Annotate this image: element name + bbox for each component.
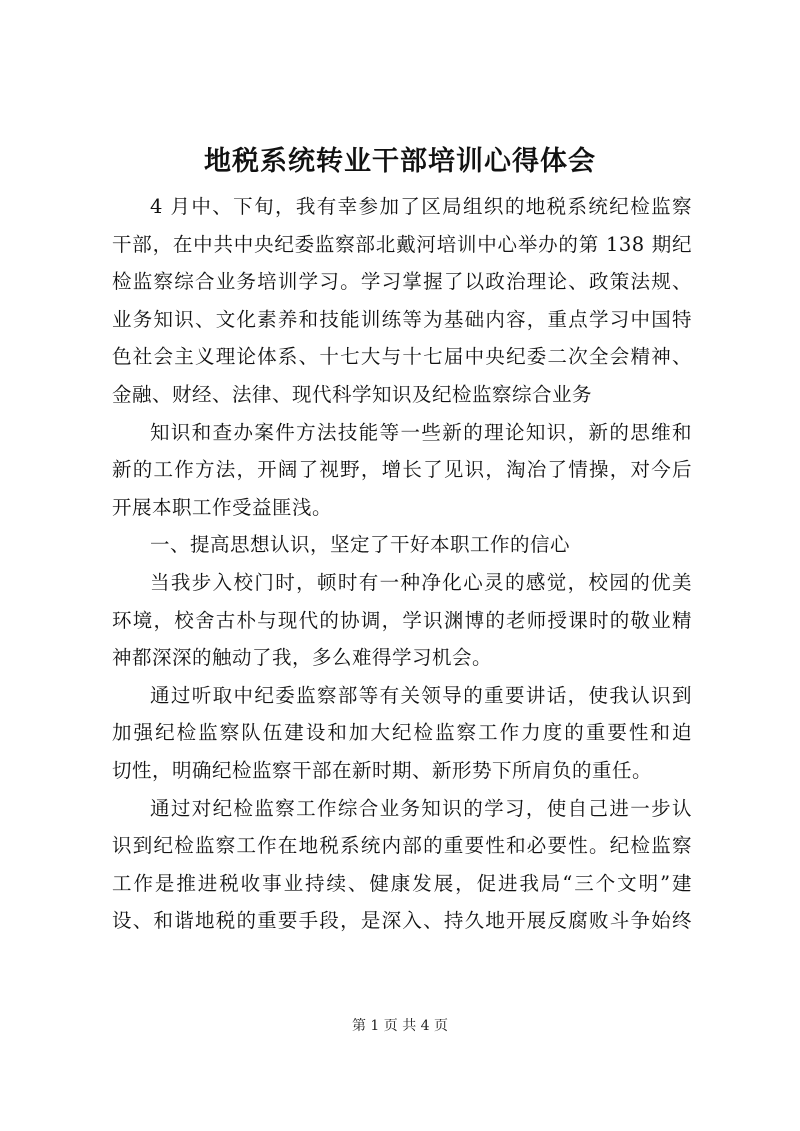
text-line: 开展本职工作受益匪浅。: [112, 495, 333, 519]
text-line: 色社会主义理论体系、十七大与十七届中央纪委二次全会精神、: [112, 345, 692, 369]
text-line: 设、和谐地税的重要手段，是深入、持久地开展反腐败斗争始终: [112, 909, 692, 933]
text-line: 加强纪检监察队伍建设和加大纪检监察工作力度的重要性和迫: [112, 721, 692, 745]
text-line: 环境，校舍古朴与现代的协调，学识渊博的老师授课时的敬业精: [112, 608, 692, 632]
text-line: 切性，明确纪检监察干部在新时期、新形势下所肩负的重任。: [112, 758, 653, 782]
text-line: 神都深深的触动了我，多么难得学习机会。: [112, 646, 493, 670]
text-line: 业务知识、文化素养和技能训练等为基础内容，重点学习中国特: [112, 307, 692, 331]
page-title: 地税系统转业干部培训心得体会: [204, 146, 596, 177]
document-body: [112, 188, 692, 940]
text-line: 4 月中、下旬，我有幸参加了区局组织的地税系统纪检监察: [150, 195, 692, 218]
text-line: 工作是推进税收事业持续、健康发展，促进我局“三个文明”建: [112, 871, 692, 895]
text-line: 通过对纪检监察工作综合业务知识的学习，使自己进一步认: [150, 796, 692, 820]
text-line: 干部，在中共中央纪委监察部北戴河培训中心举办的第 138 期纪: [112, 232, 692, 256]
text-line: 当我步入校门时，顿时有一种净化心灵的感觉，校园的优美: [150, 570, 692, 594]
page-footer: 第 1 页 共 4 页: [351, 1018, 449, 1034]
text-line: 一、提高思想认识，坚定了干好本职工作的信心: [150, 533, 571, 557]
text-line: 识到纪检监察工作在地税系统内部的重要性和必要性。纪检监察: [112, 834, 692, 858]
text-line: 金融、财经、法律、现代科学知识及纪检监察综合业务: [112, 382, 593, 406]
text-line: 通过听取中纪委监察部等有关领导的重要讲话，使我认识到: [150, 683, 692, 707]
text-line: 知识和查办案件方法技能等一些新的理论知识，新的思维和: [150, 420, 692, 444]
text-line: 检监察综合业务培训学习。学习掌握了以政治理论、政策法规、: [112, 270, 692, 294]
text-line: 新的工作方法，开阔了视野，增长了见识，淘冶了情操，对今后: [112, 458, 692, 482]
